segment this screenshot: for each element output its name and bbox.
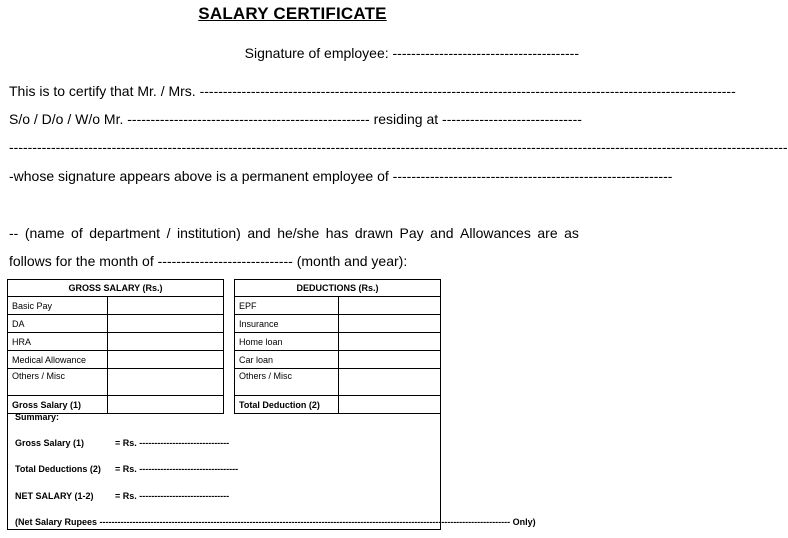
deduction-row-value[interactable] [339, 333, 441, 351]
summary-box [7, 408, 536, 530]
department-word: are [537, 225, 558, 241]
deductions-table [234, 279, 441, 414]
summary-gross-label: Gross Salary (1) [15, 438, 85, 448]
gross-row-label: Basic Pay [8, 297, 108, 315]
department-word: of [71, 225, 83, 241]
department-word: he/she [277, 225, 320, 241]
department-word: Allowances [460, 225, 531, 241]
gross-salary-header: GROSS SALARY (Rs.) [8, 280, 224, 297]
employer-line: -whose signature appears above is a permanent employee of ------------------------------------------------------------ [9, 168, 673, 184]
table-row [235, 315, 441, 333]
summary-net-label: NET SALARY (1-2) [15, 491, 94, 501]
department-word: / [166, 225, 171, 241]
gross-row-label: Others / Misc [8, 369, 108, 396]
employee-signature-line: Signature of employee: ---------------------------------------- [244, 45, 579, 61]
summary-net-row [15, 491, 230, 501]
gross-total-label: Gross Salary (1) [8, 396, 108, 414]
summary-net-words-row [15, 517, 536, 527]
summary-deductions-label: Total Deductions (2) [15, 464, 101, 474]
deduction-row-label: Others / Misc [235, 369, 339, 396]
department-line [9, 225, 579, 241]
department-word: department [89, 225, 161, 241]
gross-row-label: HRA [8, 333, 108, 351]
summary-net-value: = Rs. ------------------------------ [115, 491, 230, 501]
summary-heading: Summary: [15, 412, 60, 422]
department-word: institution) [177, 225, 241, 241]
summary-gross-row [15, 438, 230, 448]
table-row [235, 297, 441, 315]
table-row [8, 369, 224, 396]
department-word: as [564, 225, 579, 241]
department-word: -- [9, 225, 19, 241]
department-word: Pay [399, 225, 424, 241]
deduction-row-label: Home loan [235, 333, 339, 351]
table-row [8, 297, 224, 315]
deduction-row-label: EPF [235, 297, 339, 315]
department-word: (name [24, 225, 65, 241]
table-row [8, 333, 224, 351]
deduction-row-value[interactable] [339, 297, 441, 315]
table-row [235, 351, 441, 369]
table-row [235, 333, 441, 351]
address-line: ----------------------------------------------------------------------------------------------------------------------------------------------------------------------- [9, 139, 788, 155]
gross-row-value[interactable] [108, 315, 224, 333]
summary-net-words: (Net Salary Rupees ----------------------------------------------------------------------------------------------------------------------------------------- Only) [15, 517, 536, 527]
deductions-header: DEDUCTIONS (Rs.) [235, 280, 441, 297]
relation-residence-line: S/o / D/o / W/o Mr. ---------------------------------------------------- residing at ------------------------------ [9, 111, 582, 127]
summary-deductions-value: = Rs. --------------------------------- [115, 464, 239, 474]
department-word: and [247, 225, 271, 241]
table-row [8, 351, 224, 369]
department-word: and [430, 225, 454, 241]
summary-gross-value: = Rs. ------------------------------ [115, 438, 230, 448]
deduction-row-value[interactable] [339, 369, 441, 396]
deduction-row-value[interactable] [339, 351, 441, 369]
department-word: has [325, 225, 349, 241]
gross-row-value[interactable] [108, 369, 224, 396]
page-title: SALARY CERTIFICATE [198, 4, 387, 23]
gross-row-label: Medical Allowance [8, 351, 108, 369]
month-line: follows for the month of ----------------------------- (month and year): [9, 253, 408, 269]
deduction-row-label: Car loan [235, 351, 339, 369]
gross-row-value[interactable] [108, 351, 224, 369]
table-row [235, 369, 441, 396]
gross-row-value[interactable] [108, 297, 224, 315]
gross-row-value[interactable] [108, 333, 224, 351]
summary-deductions-row [15, 464, 239, 474]
gross-row-label: DA [8, 315, 108, 333]
deduction-row-label: Insurance [235, 315, 339, 333]
table-row [8, 315, 224, 333]
department-word: drawn [354, 225, 393, 241]
deductions-total-label: Total Deduction (2) [235, 396, 339, 414]
deduction-row-value[interactable] [339, 315, 441, 333]
certify-line: This is to certify that Mr. / Mrs. ------------------------------------------------------------------------------------------------------------------- [9, 83, 736, 99]
gross-salary-table [7, 279, 224, 414]
